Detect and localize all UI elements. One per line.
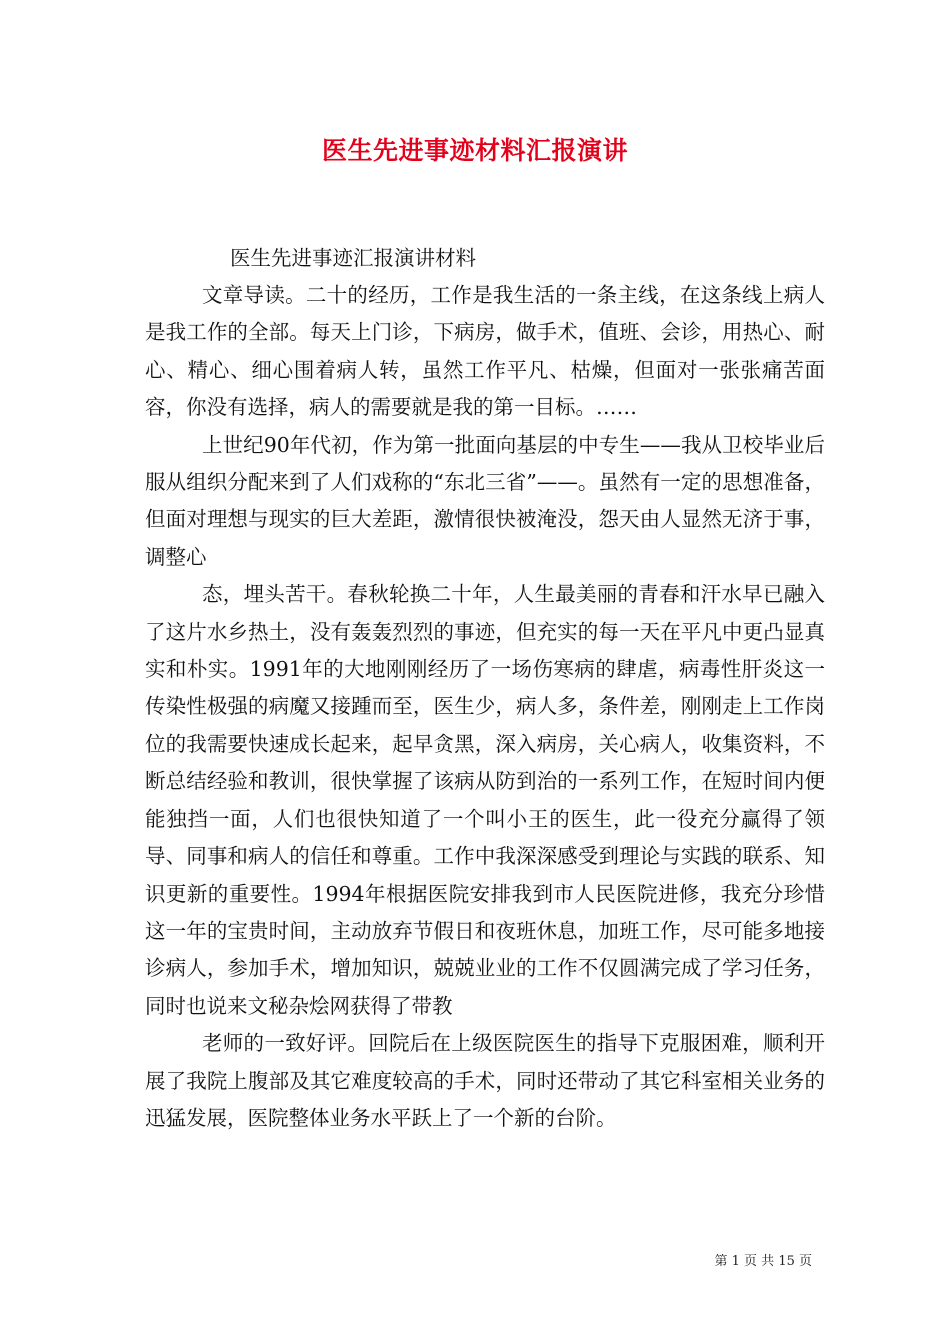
paragraph-intro: 文章导读。二十的经历，工作是我生活的一条主线，在这条线上病人是我工作的全部。每天上门诊，下病房，做手术，值班、会诊，用热心、耐心、精心、细心围着病人转，虽然工作平凡、枯燥，但面对一张张痛苦面容，你没有选择，病人的需要就是我的第一目标。…… bbox=[145, 283, 825, 420]
page-number: 第 1 页 共 15 页 bbox=[714, 1254, 812, 1269]
document-title: 医生先进事迹材料汇报演讲 bbox=[321, 136, 628, 165]
paragraph-return: 老师的一致好评。回院后在上级医院医生的指导下克服困难，顺利开展了我院上腹部及其它难度较高的手术，同时还带动了其它科室相关业务的迅猛发展，医院整体业务水平跃上了一个新的台阶。 bbox=[145, 1031, 825, 1130]
document-body bbox=[145, 240, 825, 1137]
paragraph-twenty-years: 态，埋头苦干。春秋轮换二十年，人生最美丽的青春和汗水早已融入了这片水乡热土，没有轰轰烈烈的事迹，但充实的每一天在平凡中更凸显真实和朴实。1991年的大地刚刚经历了一场伤寒病的肆虐，病毒性肝炎这一传染性极强的病魔又接踵而至，医生少，病人多，条件差，刚刚走上工作岗位的我需要快速成长起来，起早贪黑，深入病房，关心病人，收集资料，不断总结经验和教训，很快掌握了该病从防到治的一系列工作，在短时间内便能独挡一面，人们也很快知道了一个叫小王的医生，此一役充分赢得了领导、同事和病人的信任和尊重。工作中我深深感受到理论与实践的联系、知识更新的重要性。1994年根据医院安排我到市人民医院进修，我充分珍惜这一年的宝贵时间，主动放弃节假日和夜班休息，加班工作，尽可能多地接诊病人，参加手术，增加知识，兢兢业业的工作不仅圆满完成了学习任务，同时也说来文秘杂烩网获得了带教 bbox=[145, 582, 825, 1018]
document-subtitle: 医生先进事迹汇报演讲材料 bbox=[230, 246, 476, 270]
paragraph-1990s: 上世纪90年代初，作为第一批面向基层的中专生——我从卫校毕业后服从组织分配来到了人们戏称的“东北三省”——。虽然有一定的思想准备，但面对理想与现实的巨大差距，激情很快被淹没，怨天由人显然无济于事，调整心 bbox=[145, 432, 825, 569]
